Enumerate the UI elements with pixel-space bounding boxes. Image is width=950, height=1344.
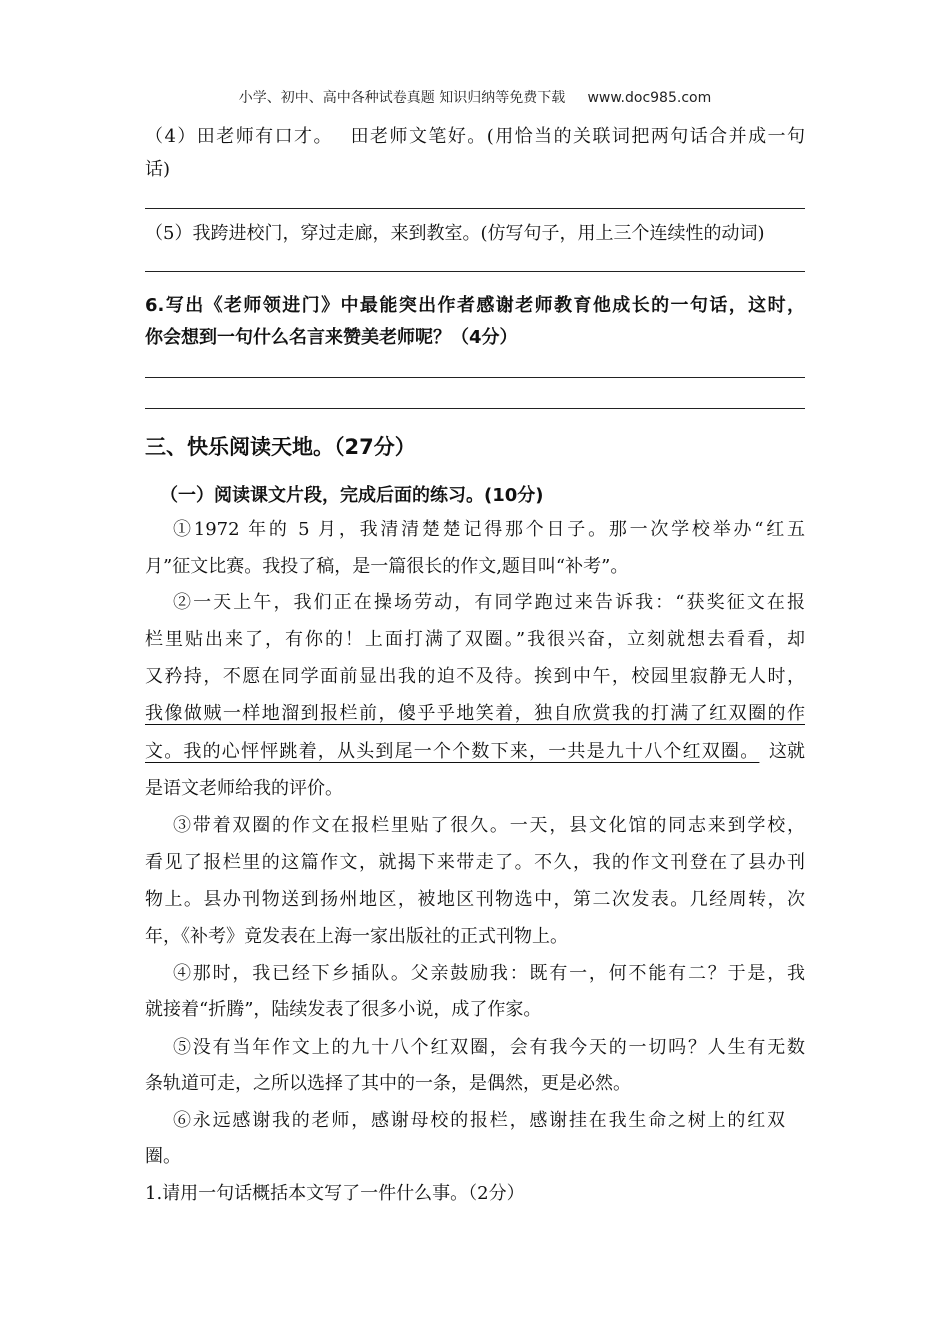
passage-line: 又矜持，不愿在同学面前显出我的迫不及待。挨到中午，校园里寂静无人时，	[145, 666, 805, 687]
passage-line: ⑤没有当年作文上的九十八个红双圈，会有我今天的一切吗？人生有无数	[173, 1037, 805, 1058]
answer-line[interactable]	[145, 377, 805, 378]
passage-line: ①1972 年的 5 月，我清清楚楚记得那个日子。那一次学校举办“红五	[173, 519, 805, 540]
passage-line: 圈。	[145, 1146, 181, 1167]
passage-line	[145, 740, 805, 764]
passage-line: ④那时，我已经下乡插队。父亲鼓励我：既有一，何不能有二？于是，我	[173, 963, 805, 984]
passage-line: 年，《补考》竟发表在上海一家出版社的正式刊物上。	[145, 926, 568, 947]
passage-line: 就接着“折腾”，陆续发表了很多小说，成了作家。	[145, 999, 542, 1020]
page-header	[0, 86, 950, 110]
q4-line1: （4）田老师有口才。 田老师文笔好。(用恰当的关联词把两句话合并成一句	[145, 126, 805, 147]
passage-line: ②一天上午，我们正在操场劳动，有同学跑过来告诉我：“获奖征文在报	[173, 592, 805, 613]
section-title: 三、快乐阅读天地。（27分）	[145, 435, 416, 459]
q6-line2: 你会想到一句什么名言来赞美老师呢？（4分）	[145, 327, 518, 348]
header-text: 小学、初中、高中各种试卷真题 知识归纳等免费下载	[238, 90, 566, 106]
answer-line[interactable]	[145, 208, 805, 209]
passage-line: ⑥永远感谢我的老师，感谢母校的报栏，感谢挂在我生命之树上的红双	[173, 1110, 785, 1131]
section-subtitle: （一）阅读课文片段，完成后面的练习。(10分)	[160, 485, 544, 506]
passage-line: 条轨道可走，之所以选择了其中的一条，是偶然，更是必然。	[145, 1073, 631, 1094]
passage-line: 是语文老师给我的评价。	[145, 778, 343, 799]
passage-line: 看见了报栏里的这篇作文，就揭下来带走了。不久，我的作文刊登在了县办刊	[145, 852, 805, 873]
question-1: 1.请用一句话概括本文写了一件什么事。（2分）	[145, 1183, 525, 1204]
passage-line: ③带着双圈的作文在报栏里贴了很久。一天，县文化馆的同志来到学校，	[173, 815, 805, 836]
passage-line: 栏里贴出来了，有你的！上面打满了双圈。”我很兴奋，立刻就想去看看，却	[145, 629, 805, 650]
q5-line1: （5）我跨进校门，穿过走廊，来到教室。(仿写句子，用上三个连续性的动词)	[145, 223, 765, 244]
passage-line: 月”征文比赛。我投了稿，是一篇很长的作文,题目叫“补考”。	[145, 556, 629, 577]
underlined-sentence: 我像做贼一样地溜到报栏前，傻乎乎地笑着，独自欣赏我的打满了红双圈的作	[145, 703, 805, 724]
underlined-sentence: 文。我的心怦怦跳着，从头到尾一个个数下来，一共是九十八个红双圈。	[145, 741, 760, 762]
answer-line[interactable]	[145, 271, 805, 272]
q4-line2: 话)	[145, 159, 171, 180]
passage-line: 物上。县办刊物送到扬州地区，被地区刊物选中，第二次发表。几经周转，次	[145, 889, 805, 910]
passage-text: 这就	[769, 741, 805, 762]
header-site: www.doc985.com	[587, 90, 712, 106]
q6-line1: 6.写出《老师领进门》中最能突出作者感谢老师教育他成长的一句话，这时，	[145, 295, 805, 316]
answer-line[interactable]	[145, 408, 805, 409]
